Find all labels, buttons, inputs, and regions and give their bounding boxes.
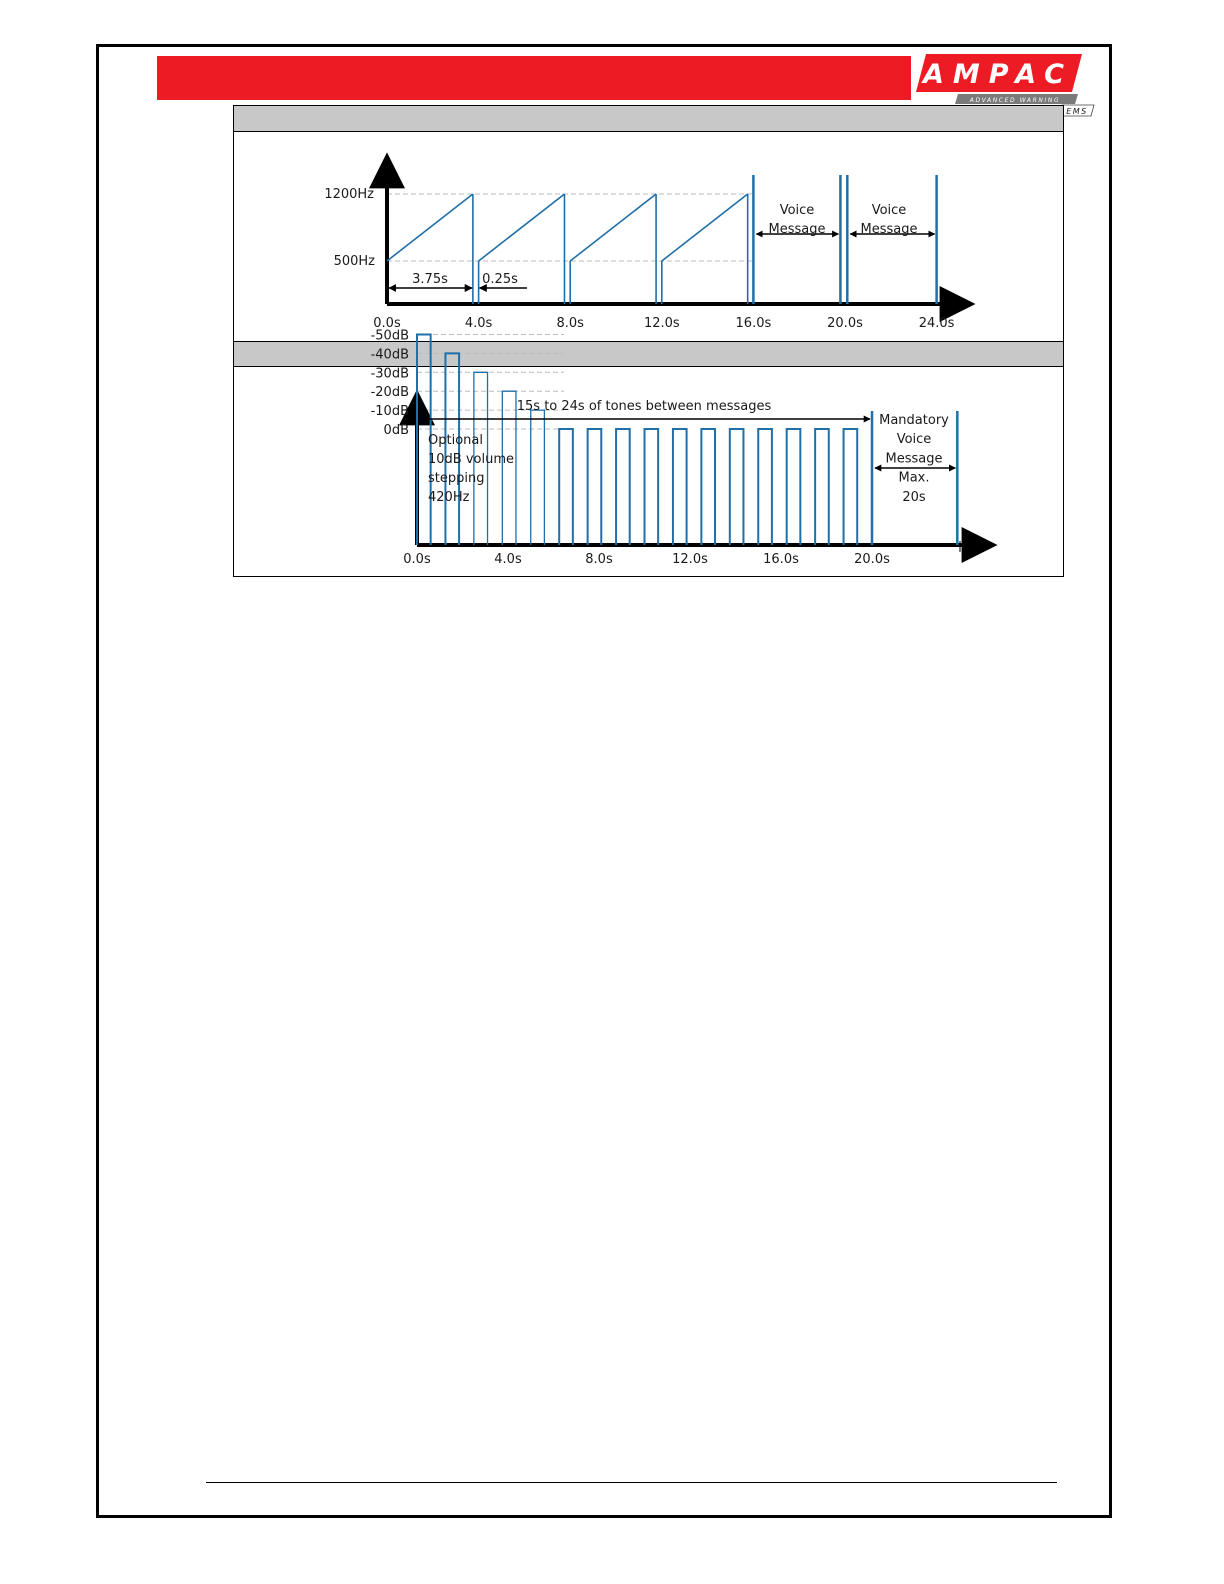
tone-pulse: [645, 429, 659, 545]
mandatory-voice-note: Voice: [896, 432, 932, 448]
x-tick-label: 16.0s: [763, 552, 799, 567]
stepped-pulse-chart: [234, 328, 1063, 576]
tone-pulse: [730, 429, 744, 545]
optional-stepping-note: 10dB volume: [428, 452, 515, 467]
voice-label-1: Message: [768, 222, 826, 237]
tone-pulse: [815, 429, 829, 545]
x-tick-label: 0.0s: [373, 316, 401, 331]
mandatory-voice-note: Max.: [898, 470, 930, 486]
x-tick-label: 8.0s: [556, 316, 584, 331]
x-tick-label: 4.0s: [494, 552, 522, 567]
voice-label-2: Voice: [871, 203, 907, 218]
x-tick-label: 12.0s: [672, 552, 708, 567]
tone-pulse: [787, 429, 801, 545]
tone-pulse: [445, 353, 459, 545]
tone-pulse: [502, 391, 516, 545]
y-tick-label: -10dB: [370, 404, 409, 420]
y-tick-label: -50dB: [370, 328, 409, 344]
y-tick-label: 500Hz: [333, 254, 375, 269]
tone-pulse: [701, 429, 715, 545]
x-tick-label: 0.0s: [403, 552, 431, 567]
header-red-bar: [157, 56, 911, 100]
voice-label-2: Message: [860, 222, 918, 237]
y-tick-label: -40dB: [370, 347, 409, 363]
sweep-ramp: [387, 194, 473, 261]
x-tick-label: 24.0s: [918, 316, 955, 331]
tone-pulse: [673, 429, 687, 545]
mandatory-voice-note: 20s: [902, 489, 926, 505]
tone-pulse: [559, 429, 573, 545]
tone-pulse: [844, 429, 858, 545]
x-tick-label: 8.0s: [585, 552, 613, 567]
x-tick-label: 16.0s: [735, 316, 772, 331]
tones-span-label: 15s to 24s of tones between messages: [516, 399, 772, 414]
tone-pulse: [531, 410, 545, 545]
table-header-row-2: [234, 341, 1063, 367]
mandatory-voice-note: Mandatory: [879, 413, 949, 428]
sweep-ramp: [479, 194, 565, 261]
y-tick-label: -30dB: [370, 366, 409, 382]
logo-brand-text: AMPAC: [923, 59, 1073, 90]
gap-duration-label: 0.25s: [482, 272, 518, 287]
voice-label-1: Voice: [779, 203, 815, 218]
tone-pattern-table: [233, 105, 1064, 577]
optional-stepping-note: Optional: [428, 433, 483, 448]
y-tick-label: 1200Hz: [324, 187, 374, 202]
y-tick-label: 0dB: [383, 423, 409, 438]
optional-stepping-note: 420Hz: [428, 490, 470, 505]
x-tick-label: 12.0s: [643, 316, 680, 331]
table-header-row-1: [234, 106, 1063, 132]
x-tick-label: 20.0s: [854, 552, 890, 567]
mandatory-voice-note: Message: [885, 451, 943, 467]
logo-tagline-cut: EMS: [1066, 107, 1088, 116]
tone-pulse: [758, 429, 772, 545]
tone-pulse: [616, 429, 630, 545]
logo-tagline: ADVANCED WARNING: [969, 97, 1061, 104]
sweep-tone-chart: [234, 132, 1063, 341]
optional-stepping-note: stepping: [428, 471, 485, 486]
sweep-duration-label: 3.75s: [412, 272, 448, 287]
tone-pulse: [588, 429, 602, 545]
footer-rule: [206, 1482, 1057, 1483]
x-tick-label: 4.0s: [464, 316, 493, 331]
x-tick-label: 20.0s: [827, 316, 863, 331]
sweep-ramp: [662, 194, 748, 261]
sweep-ramp: [570, 194, 656, 261]
y-tick-label: -20dB: [370, 385, 409, 401]
